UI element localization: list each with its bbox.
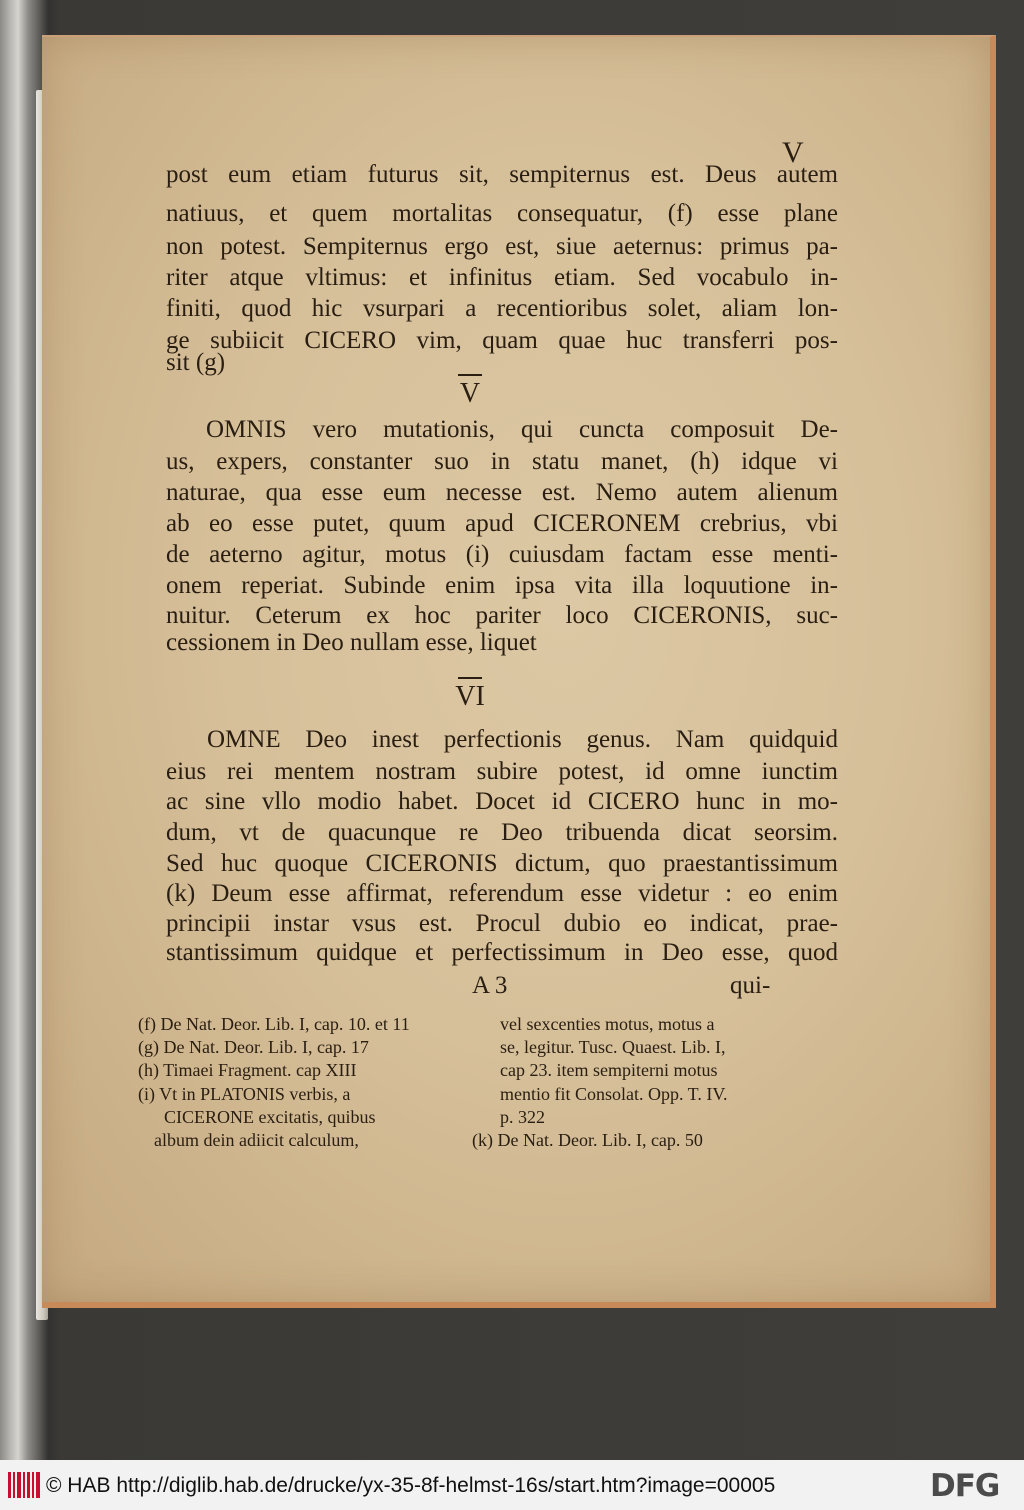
dfg-logo: DFG [930,1468,1000,1504]
copyright-link[interactable]: © HAB http://diglib.hab.de/drucke/yx-35-8f-helmst-16s/start.htm?image=00005 [46,1474,776,1497]
text-line: principii instar vsus est. Procul dubio eo indicat, prae- [166,910,838,937]
text-line: non potest. Sempiternus ergo est, siue aeternus: primus pa- [166,233,838,260]
catchword: qui- [730,972,771,999]
text-line: dum, vt de quacunque re Deo tribuenda dicat seorsim. [166,819,838,846]
book-page [42,35,996,1308]
text-line: post eum etiam futurus sit, sempiternus est. Deus autem [166,161,838,188]
footnote-line: CICERONE excitatis, quibus [164,1107,376,1127]
text-line: Sed huc quoque CICERONIS dictum, quo praestantissimum [166,850,838,877]
folio-number: V [782,136,804,169]
footnote-line: cap 23. item sempiterni motus [500,1060,718,1080]
text-line: OMNE Deo inest perfectionis genus. Nam quidquid [207,726,838,753]
barcode-icon [8,1472,40,1498]
text-line: cessionem in Deo nullam esse, liquet [166,629,537,656]
text-line: naturae, qua esse eum necesse est. Nemo autem alienum [166,479,838,506]
footnote-line: (i) Vt in PLATONIS verbis, a [138,1084,351,1104]
footnote-line: vel sexcenties motus, motus a [500,1014,715,1034]
heading-rule [458,677,482,679]
text-line: stantissimum quidque et perfectissimum in Deo esse, quod [166,939,838,966]
footnote-line: (f) De Nat. Deor. Lib. I, cap. 10. et 11 [138,1014,410,1034]
footnote-line: album dein adiicit calculum, [154,1130,359,1150]
text-line: OMNIS vero mutationis, qui cuncta composuit De- [206,416,838,443]
footnote-line: (h) Timaei Fragment. cap XIII [138,1060,357,1080]
text-line: ac sine vllo modio habet. Docet id CICERO hunc in mo- [166,788,838,815]
text-line: eius rei mentem nostram subire potest, id omne iunctim [166,758,838,785]
text-line: onem reperiat. Subinde enim ipsa vita illa loquutione in- [166,572,838,599]
text-line: natiuus, et quem mortalitas consequatur, (f) esse plane [166,200,838,227]
section-heading-label: V [459,378,481,409]
text-line: (k) Deum esse affirmat, referendum esse videtur : eo enim [166,880,838,907]
section-heading-v [430,374,510,410]
section-heading-vi [430,677,510,713]
text-line: nuitur. Ceterum ex hoc pariter loco CICERONIS, suc- [166,602,838,629]
text-line: ge subiicit CICERO vim, quam quae huc transferri pos- [166,327,838,354]
text-line: de aeterno agitur, motus (i) cuiusdam factam esse menti- [166,541,838,568]
footnote-line: (g) De Nat. Deor. Lib. I, cap. 17 [138,1037,369,1057]
signature-mark: A 3 [472,972,508,999]
heading-rule [458,374,482,376]
footnote-line: p. 322 [500,1107,545,1127]
text-line: sit (g) [166,349,226,376]
footnote-line: se, legitur. Tusc. Quaest. Lib. I, [500,1037,726,1057]
text-line: finiti, quod hic vsurpari a recentioribus solet, aliam lon- [166,295,838,322]
text-line: us, expers, constanter suo in statu manet, (h) idque vi [166,448,838,475]
section-heading-label: VI [455,681,485,712]
footer-bar [0,1460,1024,1510]
text-line: ab eo esse putet, quum apud CICERONEM crebrius, vbi [166,510,838,537]
text-line: riter atque vltimus: et infinitus etiam. Sed vocabulo in- [166,264,838,291]
footnote-line: (k) De Nat. Deor. Lib. I, cap. 50 [472,1130,703,1150]
footnote-line: mentio fit Consolat. Opp. T. IV. [500,1084,728,1104]
